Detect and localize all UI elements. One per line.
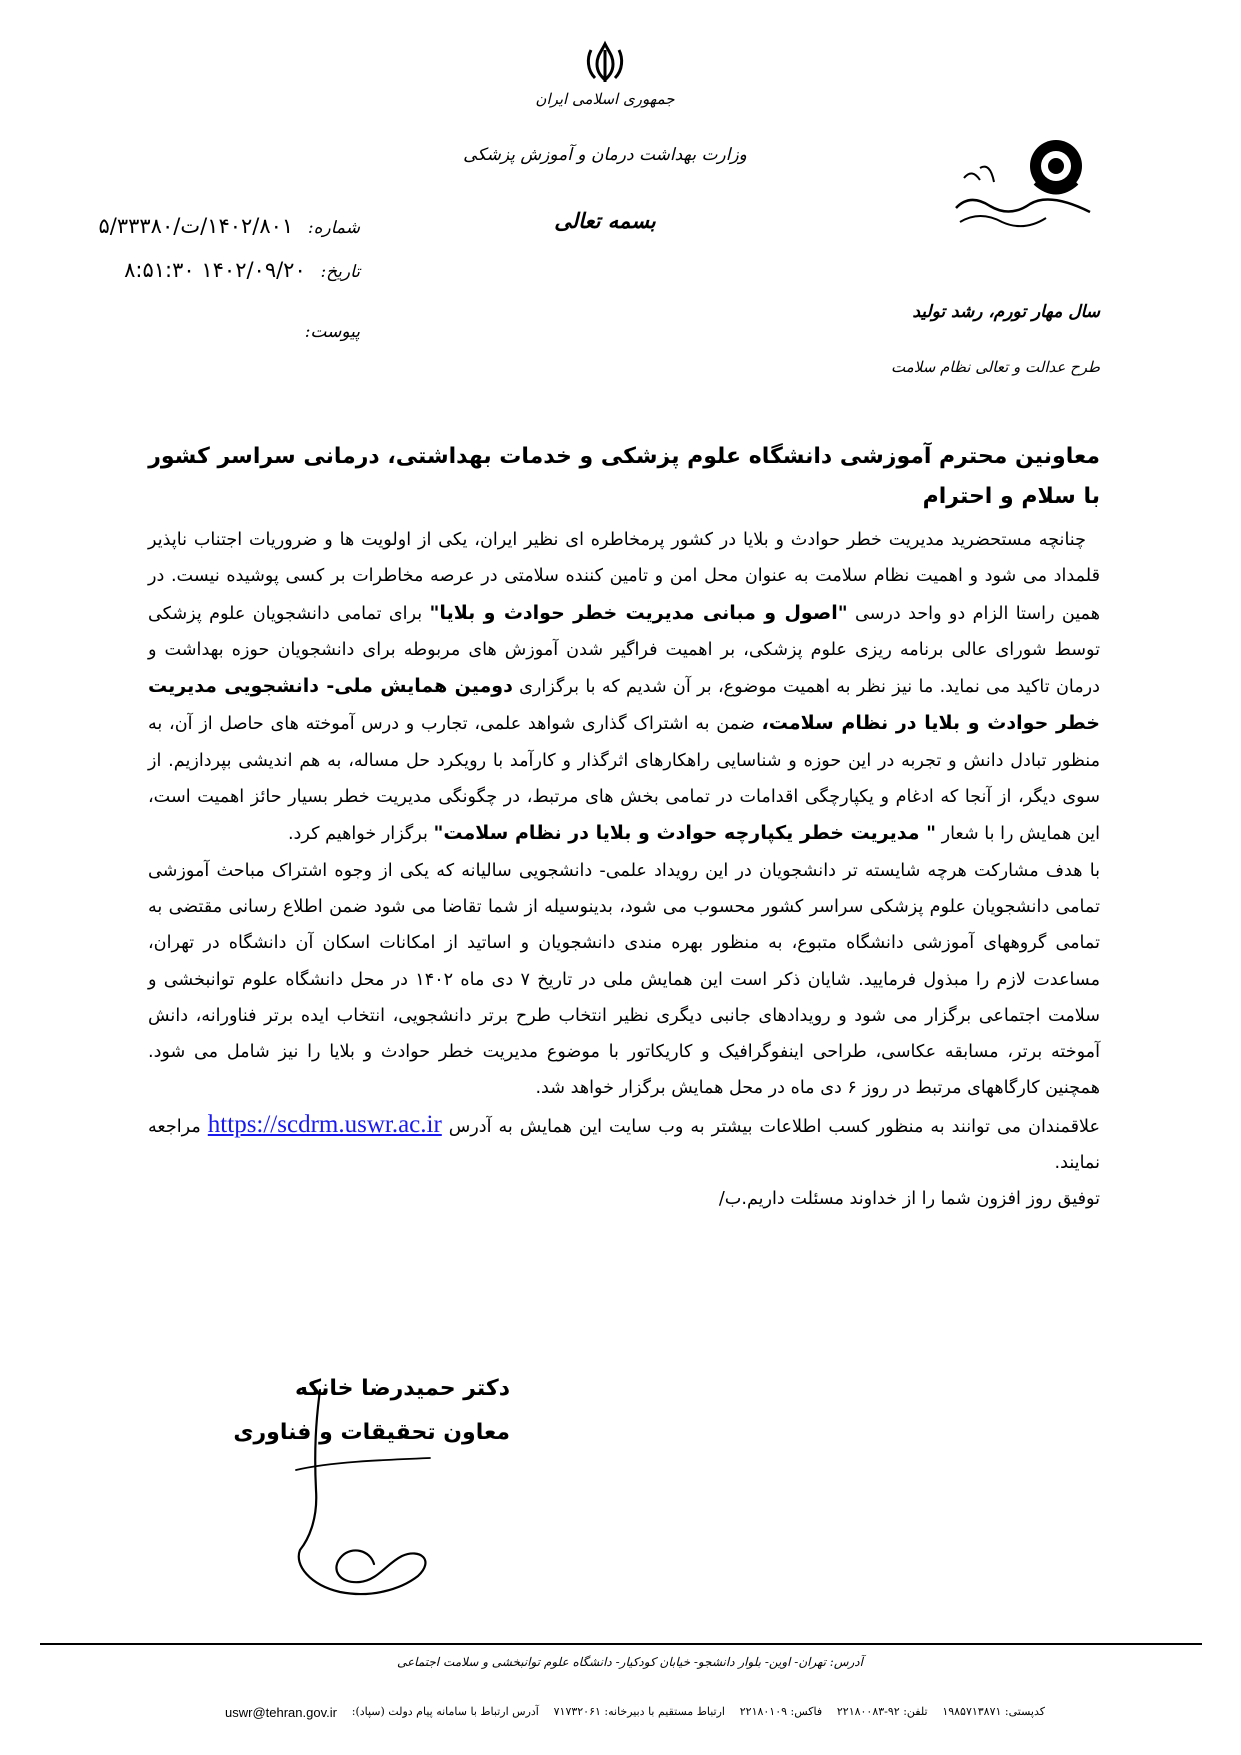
university-logo: [950, 138, 1100, 258]
intro-text-d: برگزار خواهیم کرد.: [287, 824, 434, 845]
signer-name: دکتر حمیدرضا خانکه: [294, 1376, 510, 1401]
website-link[interactable]: https://scdrm.uswr.ac.ir: [207, 1110, 442, 1138]
paragraph-closing: توفیق روز افزون شما را از خداوند مسئلت داریم.ب/: [718, 1189, 1100, 1210]
intro-text-a: چنانچه مستحضرید مدیریت خطر حوادث و بلایا در کشور پرمخاطره ای نظیر ایران، یکی از اولویت ها و ضروریات اجتناب ناپذیر قلمداد می شود و اهمیت نظام سلامت به عنوان محل امن و تامین کننده سلامتی در عرصه مخاطرات بر کسی پوشیده نیست. در همین راستا الزام دو واحد درسی: [148, 530, 1100, 624]
letter-attachment-label: پیوست:: [304, 322, 360, 342]
footer-contacts: [225, 1705, 1045, 1720]
footer-email[interactable]: uswr@tehran.gov.ir: [225, 1705, 337, 1720]
footer-address: آدرس: تهران- اوین- بلوار دانشجو- خیابان کودکیار- دانشگاه علوم توانبخشی و سلامت اجتماعی: [397, 1655, 863, 1669]
basmala: بسمه تعالی: [554, 208, 656, 233]
handwritten-signature: [290, 1380, 440, 1610]
iran-emblem-icon: [583, 40, 627, 84]
footer-postal-code: کدپستی: ۱۹۸۵۷۱۳۸۷۱: [942, 1705, 1045, 1718]
greeting-line: با سلام و احترام: [922, 484, 1100, 509]
letter-number-value: ۱۴۰۲/۸۰۱/ت/۵/۳۳۳۸۰: [98, 214, 294, 238]
year-slogan: سال مهار تورم، رشد تولید: [912, 302, 1100, 322]
letter-date: [80, 258, 360, 288]
justice-slogan: طرح عدالت و تعالی نظام سلامت: [891, 358, 1100, 376]
republic-title: جمهوری اسلامی ایران: [535, 90, 675, 108]
letter-body: [148, 522, 1100, 1218]
event-slogan: " مدیریت خطر یکپارچه حوادث و بلایا در نظام سلامت": [433, 822, 936, 845]
letter-number: [80, 214, 360, 244]
footer-direct-line: ارتباط مستقیم با دبیرخانه: ۷۱۷۳۲۰۶۱: [553, 1705, 725, 1718]
course-title: "اصول و مبانی مدیریت خطر حوادث و بلایا": [429, 601, 848, 624]
letter-date-value: ۱۴۰۲/۰۹/۲۰ ۸:۵۱:۳۰: [124, 258, 306, 282]
recipient-line: معاونین محترم آموزشی دانشگاه علوم پزشکی و خدمات بهداشتی، درمانی سراسر کشور: [148, 444, 1100, 469]
paragraph-website: [148, 1107, 1100, 1182]
website-text-a: علاقمندان می توانند به منظور کسب اطلاعات بیشتر به وب سایت این همایش به آدرس: [441, 1116, 1100, 1137]
intro-text-c: ضمن به اشتراک گذاری شواهد علمی، تجارب و درس آموخته های حاصل از آن، به منظور تبادل دانش و تجربه در این حوزه و شناسایی راهکارهای اثرگذار و کارآمد با رویکرد حل مساله، به هم اندیشی بپردازیم. از سوی دیگر، از آنجا که ادغام و یکپارچگی اقدامات در تمامی بخش های مرتبط، در چگونگی مدیریت خطر بسیار حائز اهمیت است، این همایش را با شعار: [148, 714, 1100, 845]
letter-attachment: [80, 318, 360, 348]
footer-fax: فاکس: ۲۲۱۸۰۱۰۹: [739, 1705, 823, 1718]
footer-phone: تلفن: ۹۲-۲۲۱۸۰۰۸۳: [836, 1705, 928, 1718]
letter-date-label: تاریخ:: [320, 262, 360, 282]
paragraph-request: با هدف مشارکت هرچه شایسته تر دانشجویان در این رویداد علمی- دانشجویی سالیانه که یکی از وجوه اشتراک مباحث آموزشی تمامی دانشجویان علوم پزشکی سراسر کشور محسوب می شود، بدینوسیله از شما تقاضا می شود ضمن اطلاع رسانی مقتضی به تمامی گروههای آموزشی دانشگاه متبوع، به منظور بهره مندی دانشجویان و اساتید از امکانات اسکان آن دانشگاه در تهران، مساعدت لازم را مبذول فرمایید. شایان ذکر است این همایش ملی در تاریخ ۷ دی ماه ۱۴۰۲ در محل دانشگاه علوم توانبخشی و سلامت اجتماعی برگزار می شود و رویدادهای جانبی دیگری نظیر انتخاب طرح برتر دانشجویی، انتخاب ایده برتر فناورانه، دانش آموخته برتر، مسابقه عکاسی، طراحی اینفوگرافیک و کاریکاتور با موضوع مدیریت خطر حوادث و بلایا را نیز شامل می شود. همچنین کارگاههای مرتبط در روز ۶ دی ماه در محل همایش برگزار خواهد شد.: [148, 860, 1101, 1099]
event-title: دومین همایش ملی- دانشجویی مدیریت خطر حوادث و بلایا در نظام سلامت،: [148, 675, 1101, 735]
footer-divider: [40, 1643, 1202, 1645]
website-text-b: مراجعه نمایند.: [148, 1116, 1100, 1174]
ministry-title: وزارت بهداشت درمان و آموزش پزشکی: [463, 145, 747, 165]
signer-title: معاون تحقیقات و فناوری: [233, 1420, 510, 1445]
footer-gov-label: آدرس ارتباط با سامانه پیام دولت (سپاد):: [351, 1705, 539, 1718]
letter-number-label: شماره:: [307, 218, 360, 238]
intro-text-b: برای تمامی دانشجویان علوم پزشکی توسط شورای عالی برنامه ریزی علوم پزشکی، بر اهمیت فراگیر شدن آموزش های مربوطه برای دانشجویان حوزه بهداشت و درمان تاکید می نماید. ما نیز نظر به اهمیت موضوع، بر آن شدیم که با برگزاری: [148, 603, 1100, 698]
paragraph-intro: [148, 522, 1100, 853]
